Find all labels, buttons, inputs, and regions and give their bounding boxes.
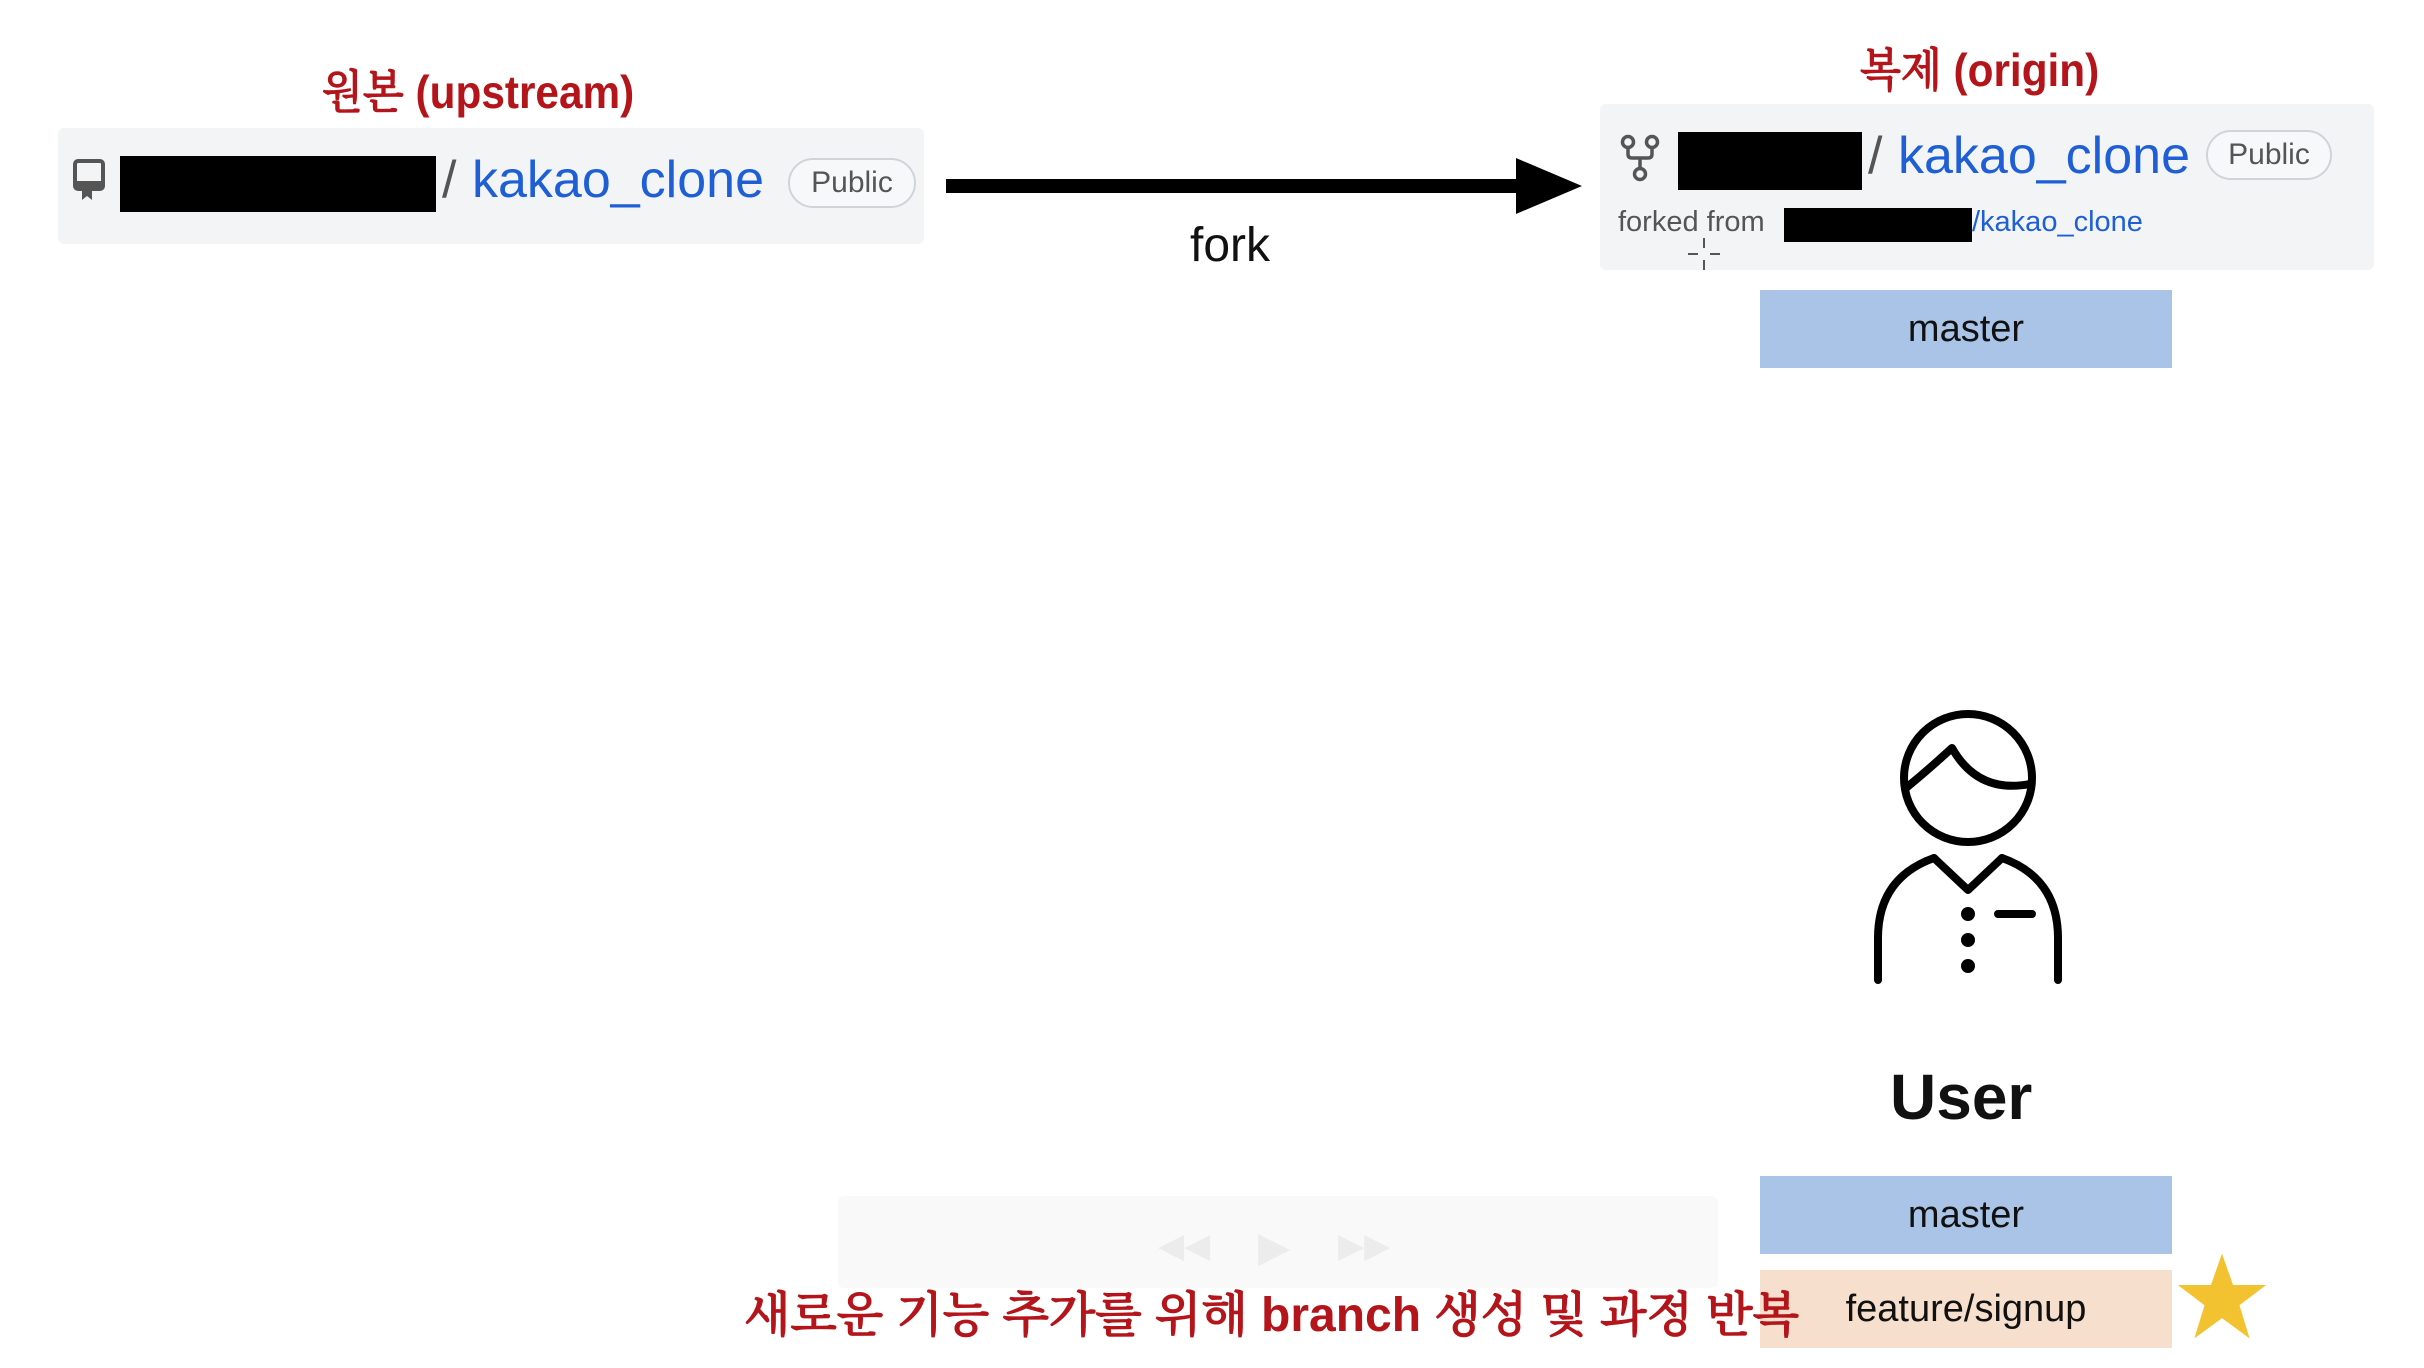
- origin-branch-master: master: [1760, 290, 2172, 368]
- redacted-source-owner: [1784, 208, 1972, 242]
- fork-label: fork: [1190, 219, 1271, 272]
- fork-icon: [1620, 134, 1660, 187]
- user-branch-master: master: [1760, 1176, 2172, 1254]
- fast-forward-icon[interactable]: ▶▶: [1338, 1227, 1391, 1265]
- video-player-controls: [838, 1196, 1718, 1288]
- forked-from-link[interactable]: /kakao_clone: [1972, 206, 2143, 238]
- path-separator: /: [442, 151, 457, 209]
- upstream-title: 원본 (upstream): [322, 66, 635, 118]
- upstream-repo-card: [58, 128, 924, 244]
- origin-title: 복제 (origin): [1860, 44, 2100, 96]
- star-icon: [2176, 1250, 2268, 1342]
- redacted-owner: [120, 156, 436, 212]
- user-branch-feature: feature/signup: [1760, 1270, 2172, 1348]
- visibility-badge: Public: [788, 158, 916, 208]
- branch-note: 새로운 기능 추가를 위해 branch 생성 및 과정 반복: [744, 1289, 1799, 1342]
- play-icon[interactable]: ▶: [1258, 1223, 1291, 1270]
- crosshair-cursor-icon: [1686, 236, 1722, 277]
- origin-repo-link[interactable]: kakao_clone: [1898, 127, 2190, 185]
- upstream-repo-link[interactable]: kakao_clone: [472, 151, 764, 209]
- user-icon: [1868, 708, 2068, 988]
- origin-repo-card: [1600, 104, 2374, 270]
- rewind-icon[interactable]: ◀◀: [1158, 1227, 1211, 1265]
- path-separator: /: [1868, 127, 1883, 185]
- fork-arrow: [940, 150, 1590, 220]
- visibility-badge: Public: [2206, 130, 2332, 180]
- forked-from-label: forked from: [1618, 206, 1765, 238]
- repo-icon: [72, 158, 106, 207]
- redacted-owner: [1678, 132, 1862, 190]
- user-label: User: [1890, 1061, 2033, 1133]
